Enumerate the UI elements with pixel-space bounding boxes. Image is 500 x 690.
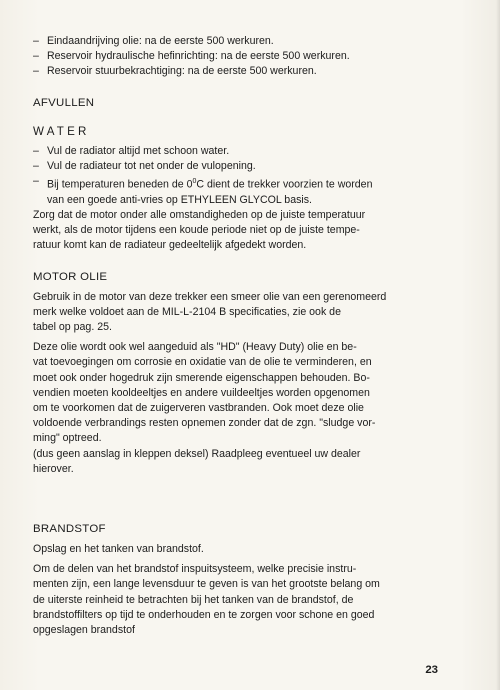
list-item: – Reservoir hydraulische hefinrichting: na de eerste 500 werkuren. [33, 49, 463, 64]
paragraph: Gebruik in de motor van deze trekker een smeer olie van een gerenomeerd merk welke voldoet aan de MIL-L-2104 B specificaties, zie ook de tabel op pag. 25. [33, 290, 387, 333]
paragraph: Zorg dat de motor onder alle omstandigheden op de juiste temperatuur werkt, als de motor tijdens een koude periode niet op de juiste tempe- ratuur komt kan de radiateur gedeeltelijk afgedekt worden. [33, 208, 366, 252]
page-number: 23 [425, 664, 438, 676]
section-heading-brandstof: BRANDSTOF [33, 523, 106, 535]
section-heading-afvullen: AFVULLEN [33, 96, 95, 109]
page-content [33, 34, 463, 638]
list-item-text: Reservoir hydraulische hefinrichting: na de eerste 500 werkuren. [47, 50, 350, 63]
paragraph: Deze olie wordt ook wel aangeduid als "HD" (Heavy Duty) olie en be- vat toevoegingen om corrosie en oxidatie van de olie te verminderen, en moet ook onder hogedruk zijn smerende eigenschappen behouden. Bo- vendien moeten kooldeeltjes en andere vuildeeltjes worden opgenomen om te voorkomen dat de zuigerveren vastbranden. Ook moet deze olie voldoende verbrandings resten opnemen zonder dat de zgn. "sludge vor- ming" optreed. (dus geen aanslag in kleppen deksel) Raadpleeg eventueel uw dealer hierover. [33, 341, 376, 475]
paragraph: Opslag en het tanken van brandstof. [33, 543, 204, 555]
paragraph: Om de delen van het brandstof inspuitsysteem, welke precisie instru- menten zijn, een lange levensduur te geven is van het grootste belang om de uiterste reinheid te betrachten bij het tanken van de brandstof, de brandstoffilters op tijd te onderhouden en te zorgen voor schone en goed opgeslagen brandstof [33, 563, 380, 637]
list-item: – Vul de radiator altijd met schoon water. [33, 144, 463, 159]
list-item-text: Bij temperaturen beneden de $0^0C$ dient de trekker voorzien te worden van een goede anti-vries op ETHYLEEN GLYCOL basis. [47, 178, 373, 206]
list-item-text: Vul de radiateur tot net onder de vulopening. [47, 159, 256, 172]
subsection-heading-water: WATER [33, 124, 90, 138]
list-item-text: Eindaandrijving olie: na de eerste 500 werkuren. [47, 35, 274, 47]
section-heading-motor-olie: MOTOR OLIE [33, 270, 108, 283]
page-edge-shadow [496, 0, 500, 690]
list-item: – Reservoir stuurbekrachtiging: na de eerste 500 werkuren. [33, 64, 463, 79]
list-item-text: Reservoir stuurbekrachtiging: na de eerste 500 werkuren. [47, 65, 317, 78]
list-item: – Bij temperaturen beneden de $0^0C$ dient de trekker voorzien te worden van een goede anti-vries op ETHYLEEN GLYCOL basis. [33, 174, 463, 208]
list-item: – Vul de radiateur tot net onder de vulopening. [33, 159, 463, 174]
degree-superscript: 0 [192, 178, 197, 186]
list-item: – Eindaandrijving olie: na de eerste 500 werkuren. [33, 34, 463, 49]
list-item-text: Vul de radiator altijd met schoon water. [47, 144, 230, 157]
